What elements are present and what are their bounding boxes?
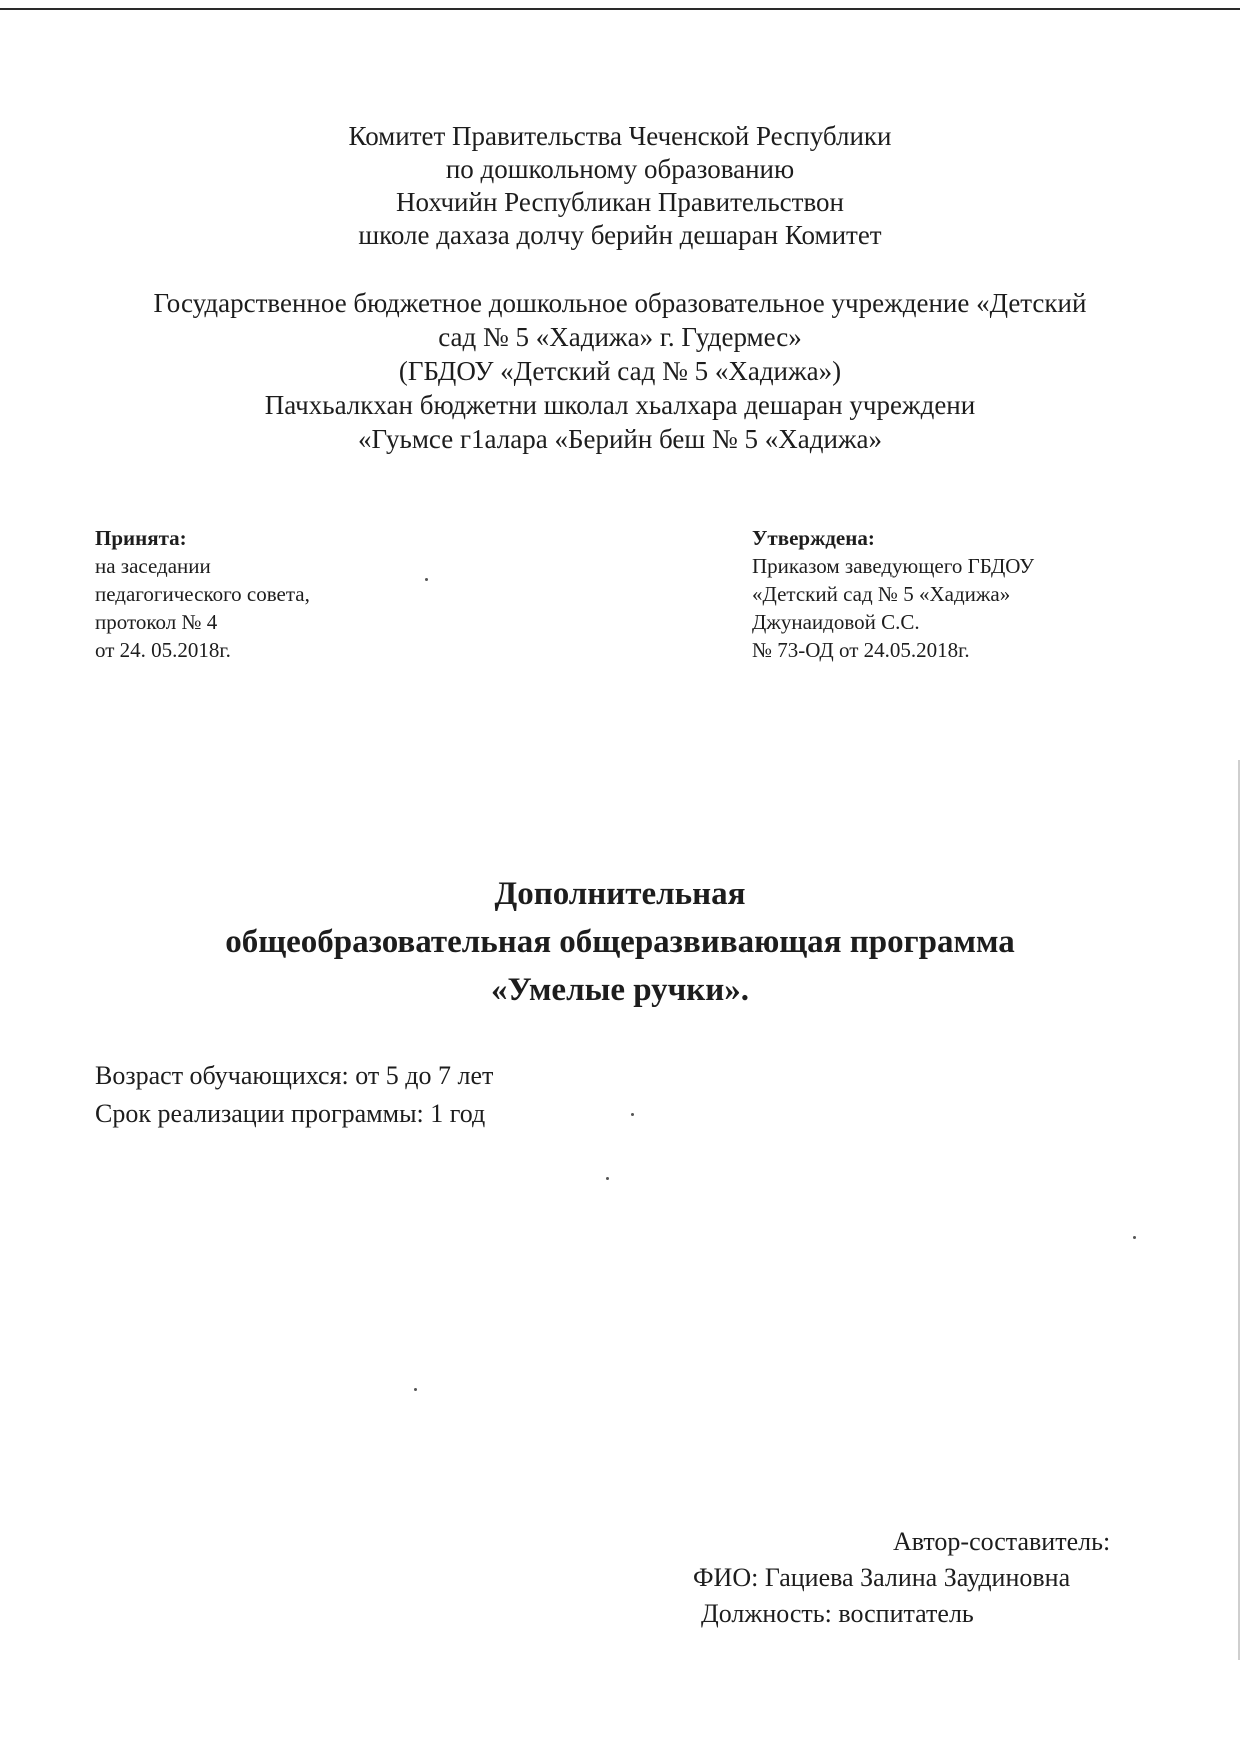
program-title-line: Дополнительная — [494, 876, 746, 912]
scan-speck — [1133, 1236, 1136, 1239]
author-name: ФИО: Гациева Залина Заудиновна — [693, 1563, 1071, 1592]
program-title-line: «Умелые ручки». — [490, 972, 750, 1008]
scan-speck — [414, 1388, 417, 1391]
approved-line: № 73-ОД от 24.05.2018г. — [752, 638, 970, 662]
institution-line: сад № 5 «Хадижа» г. Гудермес» — [438, 322, 802, 352]
committee-line: Нохчийн Республикан Правительствон — [396, 187, 844, 217]
institution-line: Государственное бюджетное дошкольное образовательное учреждение «Детский — [153, 288, 1087, 318]
program-info-age: Возраст обучающихся: от 5 до 7 лет — [95, 1061, 494, 1090]
accepted-line: протокол № 4 — [95, 610, 218, 634]
accepted-heading: Принята: — [95, 526, 187, 550]
scan-speck — [425, 578, 428, 581]
scan-edge-top — [0, 8, 1240, 10]
committee-line: Комитет Правительства Чеченской Республики — [348, 121, 892, 151]
program-info-duration: Срок реализации программы: 1 год — [95, 1099, 486, 1128]
scan-speck — [631, 1113, 634, 1116]
approved-line: Джунаидовой С.С. — [752, 610, 920, 634]
author-label: Автор-составитель: — [893, 1527, 1111, 1556]
author-position: Должность: воспитатель — [701, 1599, 974, 1628]
approved-line: Приказом заведующего ГБДОУ — [752, 554, 1035, 578]
scan-speck — [606, 1177, 609, 1180]
institution-line: «Гуьмсе г1алара «Берийн беш № 5 «Хадижа» — [357, 424, 883, 454]
committee-line: по дошкольному образованию — [445, 154, 795, 184]
approved-line: «Детский сад № 5 «Хадижа» — [752, 582, 1011, 606]
accepted-line: на заседании — [95, 554, 211, 578]
approved-heading: Утверждена: — [752, 526, 875, 550]
program-title-line: общеобразовательная общеразвивающая программа — [225, 924, 1015, 960]
committee-line: школе дахаза долчу берийн дешаран Комитет — [358, 220, 882, 250]
accepted-line: от 24. 05.2018г. — [95, 638, 231, 662]
institution-line: Пачхьалкхан бюджетни школал хьалхара дешаран учреждени — [264, 390, 976, 420]
accepted-line: педагогического совета, — [95, 582, 310, 606]
institution-line: (ГБДОУ «Детский сад № 5 «Хадижа») — [398, 356, 842, 386]
